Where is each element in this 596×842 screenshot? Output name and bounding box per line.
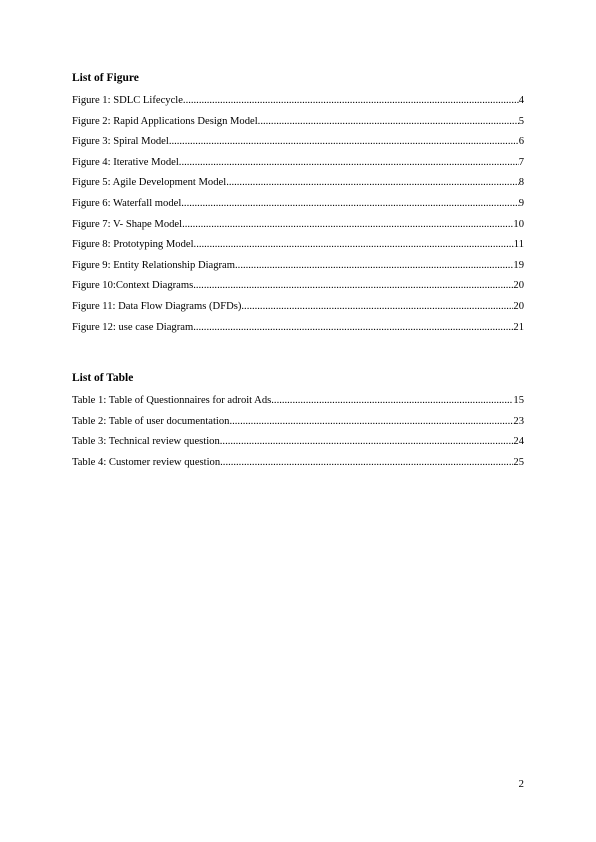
figure-list-entry[interactable]: [72, 323, 524, 344]
toc-entry-page: 15: [513, 395, 524, 406]
toc-entry-page: 23: [513, 415, 524, 427]
toc-entry-page: 10: [513, 218, 524, 230]
toc-entry-page: 20: [513, 280, 524, 292]
toc-entry-label: Figure 6: Waterfall model: [72, 197, 182, 209]
toc-entry-page: 25: [513, 456, 524, 468]
dot-leader: [235, 261, 513, 272]
figure-list-entry[interactable]: [72, 240, 524, 261]
figure-list-entry[interactable]: [72, 281, 524, 302]
figure-list-entry[interactable]: [72, 178, 524, 199]
dot-leader: [220, 458, 513, 469]
list-of-tables: [72, 396, 524, 478]
toc-entry-label: Figure 9: Entity Relationship Diagram: [72, 259, 236, 271]
toc-entry-page: 9: [518, 197, 524, 209]
toc-entry-label: Figure 11: Data Flow Diagrams (DFDs): [72, 300, 242, 312]
figure-list-entry[interactable]: [72, 137, 524, 158]
toc-entry-page: 19: [513, 259, 524, 271]
toc-entry-label: Figure 5: Agile Development Model: [72, 177, 227, 189]
figure-list-entry[interactable]: [72, 96, 524, 117]
toc-entry-page: 11: [513, 239, 524, 251]
dot-leader: [183, 96, 519, 107]
toc-entry-page: 5: [518, 115, 524, 127]
toc-entry-page: 6: [518, 136, 524, 148]
dot-leader: [258, 117, 519, 128]
toc-entry-page: 20: [513, 300, 524, 312]
toc-entry-label: Figure 4: Iterative Model: [72, 156, 179, 168]
toc-entry-label: Figure 10:Context Diagrams: [72, 280, 194, 292]
dot-leader: [226, 178, 519, 189]
dot-leader: [193, 323, 513, 334]
dot-leader: [182, 220, 513, 231]
figure-list-entry[interactable]: [72, 302, 524, 323]
dot-leader: [169, 137, 519, 148]
toc-entry-label: Table 4: Customer review question: [72, 456, 221, 468]
toc-entry-label: Figure 1: SDLC Lifecycle: [72, 95, 183, 106]
table-list-entry[interactable]: [72, 417, 524, 438]
page-number: 2: [518, 778, 524, 790]
figure-list-entry[interactable]: [72, 261, 524, 282]
toc-entry-label: Figure 12: use case Diagram: [72, 321, 194, 333]
list-of-tables-heading: List of Table: [72, 372, 134, 384]
table-list-entry[interactable]: [72, 396, 524, 417]
toc-entry-page: 4: [518, 95, 524, 106]
dot-leader: [193, 281, 513, 292]
dot-leader: [271, 396, 513, 407]
toc-entry-label: Table 3: Technical review question: [72, 436, 220, 448]
toc-entry-label: Figure 8: Prototyping Model: [72, 239, 194, 251]
figure-list-entry[interactable]: [72, 220, 524, 241]
toc-entry-label: Table 2: Table of user documentation: [72, 415, 230, 427]
figure-list-entry[interactable]: [72, 199, 524, 220]
toc-entry-label: Figure 2: Rapid Applications Design Model: [72, 115, 258, 127]
toc-entry-label: Figure 3: Spiral Model: [72, 136, 169, 148]
list-of-figures: [72, 96, 524, 343]
toc-entry-page: 8: [518, 177, 524, 189]
toc-entry-label: Figure 7: V- Shape Model: [72, 218, 183, 230]
figure-list-entry[interactable]: [72, 158, 524, 179]
list-of-figures-heading: List of Figure: [72, 72, 139, 84]
dot-leader: [194, 240, 514, 251]
dot-leader: [181, 199, 518, 210]
dot-leader: [220, 437, 514, 448]
dot-leader: [241, 302, 513, 313]
figure-list-entry[interactable]: [72, 117, 524, 138]
toc-entry-page: 7: [518, 156, 524, 168]
dot-leader: [229, 417, 513, 428]
toc-entry-page: 21: [513, 321, 524, 333]
dot-leader: [179, 158, 519, 169]
toc-entry-page: 24: [513, 436, 524, 448]
table-list-entry[interactable]: [72, 458, 524, 479]
toc-entry-label: Table 1: Table of Questionnaires for adroit Ads: [72, 395, 272, 406]
table-list-entry[interactable]: [72, 437, 524, 458]
